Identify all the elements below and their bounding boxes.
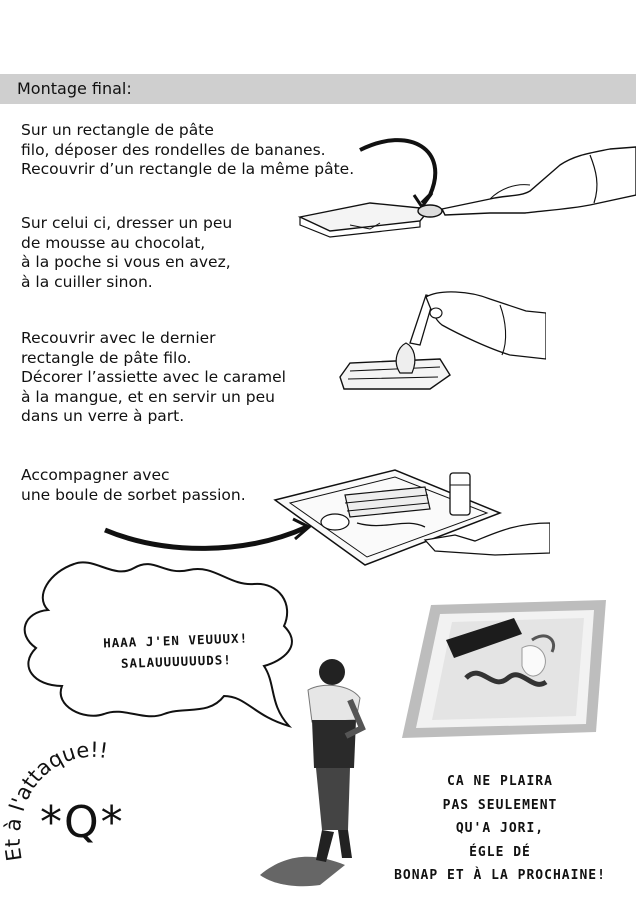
step-1-line-1: Sur un rectangle de pâte xyxy=(21,121,214,139)
closing-line-4: ÉGLE DÉ xyxy=(469,844,531,860)
step-2-line-2: de mousse au chocolat, xyxy=(21,233,206,252)
step-2-line-3: à la poche si vous en avez, xyxy=(21,253,231,271)
step-2-line-1: Sur celui ci, dresser un peu xyxy=(21,214,233,232)
step-2-line-4: à la cuiller sinon. xyxy=(21,272,153,291)
logo-mark: *Q* xyxy=(40,797,125,848)
section-header xyxy=(0,74,636,104)
closing-line-1: CA NE PLAIRA xyxy=(447,774,553,789)
plated-dessert-photo xyxy=(396,600,611,740)
closing-line-2: PAS SEULEMENT xyxy=(442,797,558,813)
logo-arc-label: Et à l'attaque!! xyxy=(0,737,110,863)
step-3-line-2: rectangle de pâte filo. xyxy=(21,348,192,367)
step-1-line-3: Recouvrir d’un rectangle de la même pâte. xyxy=(21,160,355,178)
step-4-line-1: Accompagner avec xyxy=(21,466,170,484)
closing-text xyxy=(380,770,620,888)
step-1-line-2: filo, déposer des rondelles de bananes. xyxy=(21,140,326,159)
speech-bubble-text xyxy=(85,627,266,675)
section-title: Montage final: xyxy=(17,79,132,98)
step-3-line-3: Décorer l’assiette avec le caramel xyxy=(21,368,286,386)
step-4-line-2: une boule de sorbet passion. xyxy=(21,485,246,504)
bubble-line-2: SALAUUUUUUDS! xyxy=(120,652,233,671)
person-photo xyxy=(250,650,385,890)
hand-spoon-icon xyxy=(290,125,636,245)
step-3-line-1: Recouvrir avec le dernier xyxy=(21,329,216,347)
closing-line-3: QU'A JORI, xyxy=(455,821,545,836)
step-2-text xyxy=(21,214,232,292)
closing-line-5: BONAP ET À LA PROCHAINE! xyxy=(394,868,606,883)
step-3-line-4: à la mangue, et en servir un peu xyxy=(21,387,275,406)
bubble-line-1: HAAA J'EN VEUUUX! xyxy=(102,630,249,651)
hand-piping-icon xyxy=(330,285,546,400)
step-3-line-5: dans un verre à part. xyxy=(21,407,185,425)
step-3-text xyxy=(21,329,286,427)
